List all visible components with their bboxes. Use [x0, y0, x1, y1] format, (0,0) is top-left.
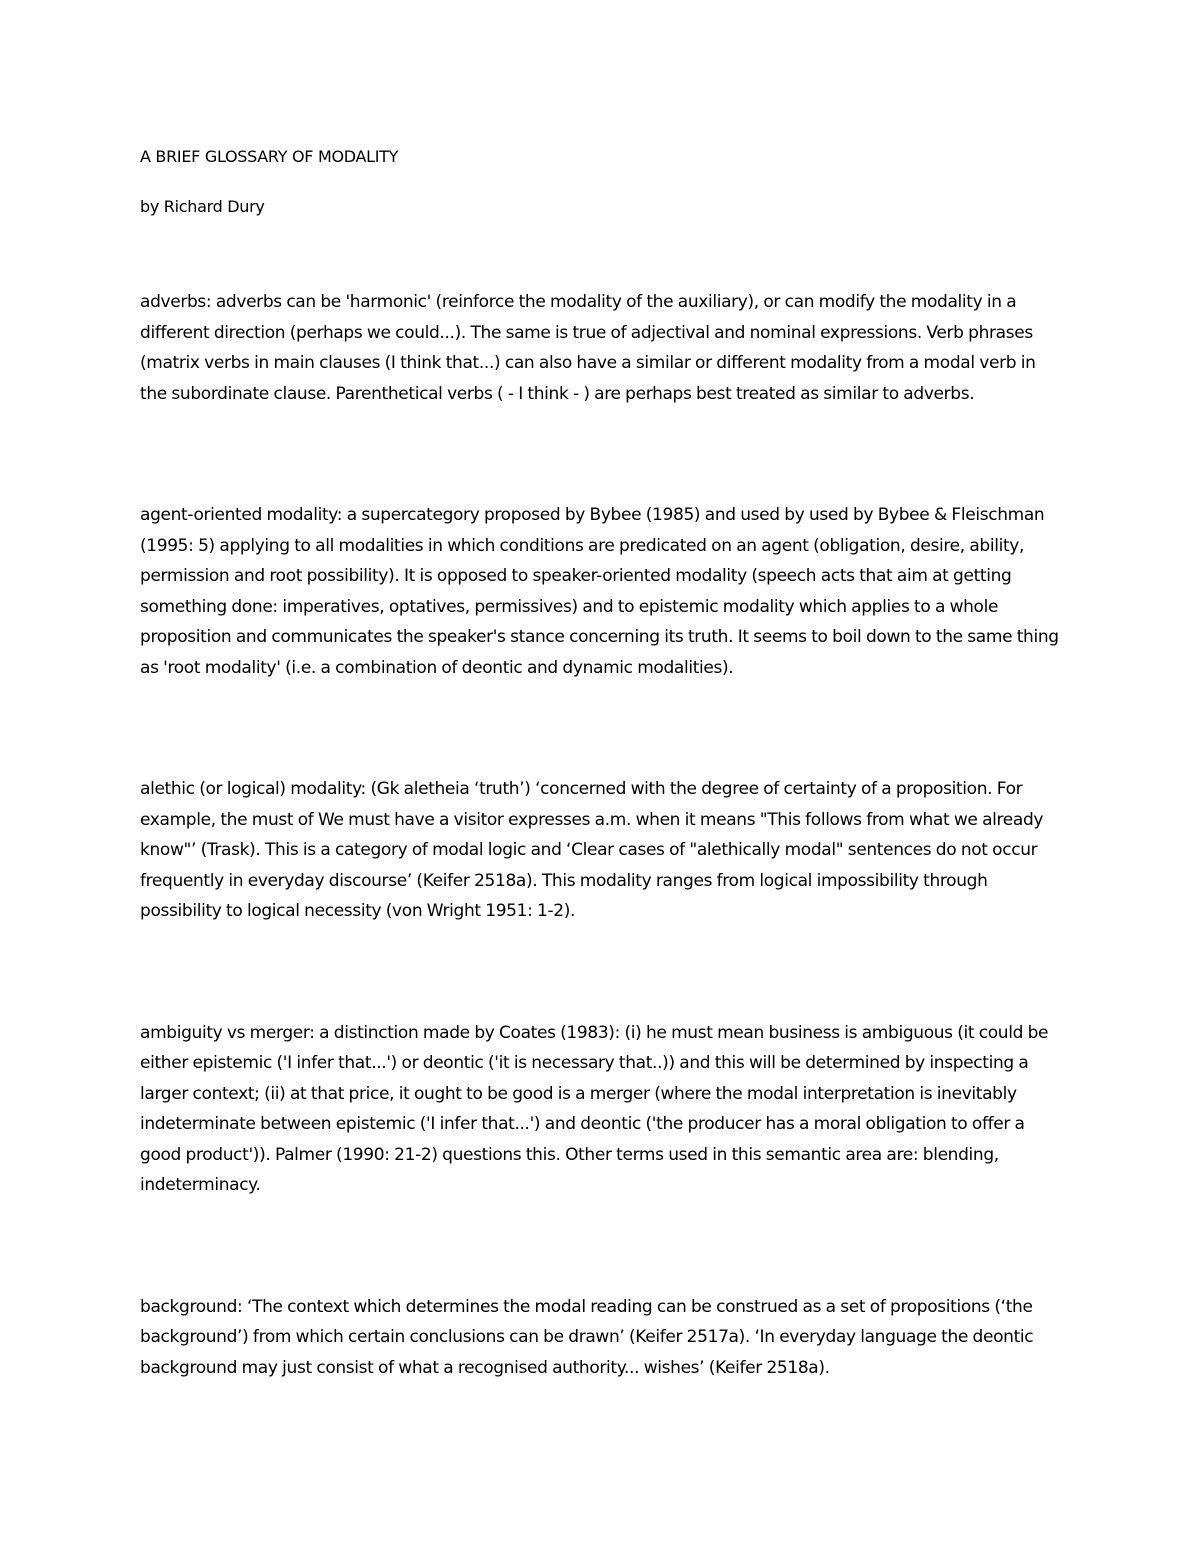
glossary-entry-adverbs: adverbs: adverbs can be 'harmonic' (reinforce the modality of the auxiliary), or can modify the modality in a different direction (perhaps we could...). The same is true of adjectival and nominal expressions. Verb phrases (matrix verbs in main clauses (I think that...) can also have a similar or different modality from a modal verb in the subordinate clause. Parenthetical verbs ( - I think - ) are perhaps best treated as similar to adverbs. — [140, 292, 1036, 404]
glossary-entry-agent-oriented-modality: agent-oriented modality: a supercategory proposed by Bybee (1985) and used by used by Bybee & Fleischman (1995: 5) applying to all modalities in which conditions are predicated on an agent (obligation, desire, ability, permission and root possibility). It is opposed to speaker-oriented modality (speech acts that aim at getting something done: imperatives, optatives, permissives) and to epistemic modality which applies to a whole proposition and communicates the speaker's stance concerning its truth. It seems to boil down to the same thing as 'root modality' (i.e. a combination of deontic and dynamic modalities). — [140, 505, 1059, 678]
glossary-entry-alethic-modality: alethic (or logical) modality: (Gk aletheia ‘truth’) ‘concerned with the degree of certainty of a proposition. For example, the must of We must have a visitor expresses a.m. when it means "This follows from what we already know"’ (Trask). This is a category of modal logic and ‘Clear cases of "alethically modal" sentences do not occur frequently in everyday discourse’ (Keifer 2518a). This modality ranges from logical impossibility through possibility to logical necessity (von Wright 1951: 1-2). — [140, 779, 1044, 921]
glossary-entry-background: background: ‘The context which determines the modal reading can be construed as a set of propositions (‘the background’) from which certain conclusions can be drawn’ (Keifer 2517a). ‘In everyday language the deontic background may just consist of what a recognised authority... wishes’ (Keifer 2518a). — [140, 1296, 1034, 1378]
document-body — [140, 142, 1065, 1383]
glossary-entry-ambiguity-vs-merger: ambiguity vs merger: a distinction made by Coates (1983): (i) he must mean business is ambiguous (it could be either epistemic ('I infer that...') or deontic ('it is necessary that..)) and this will be determined by inspecting a larger context; (ii) at that price, it ought to be good is a merger (where the modal interpretation is inevitably indeterminate between epistemic ('I infer that...') and deontic ('the producer has a moral obligation to offer a good product')). Palmer (1990: 21-2) questions this. Other terms used in this semantic area are: blending, indeterminacy. — [140, 1022, 1049, 1195]
document-author: by Richard Dury — [140, 197, 265, 216]
document-title: A BRIEF GLOSSARY OF MODALITY — [140, 147, 399, 166]
